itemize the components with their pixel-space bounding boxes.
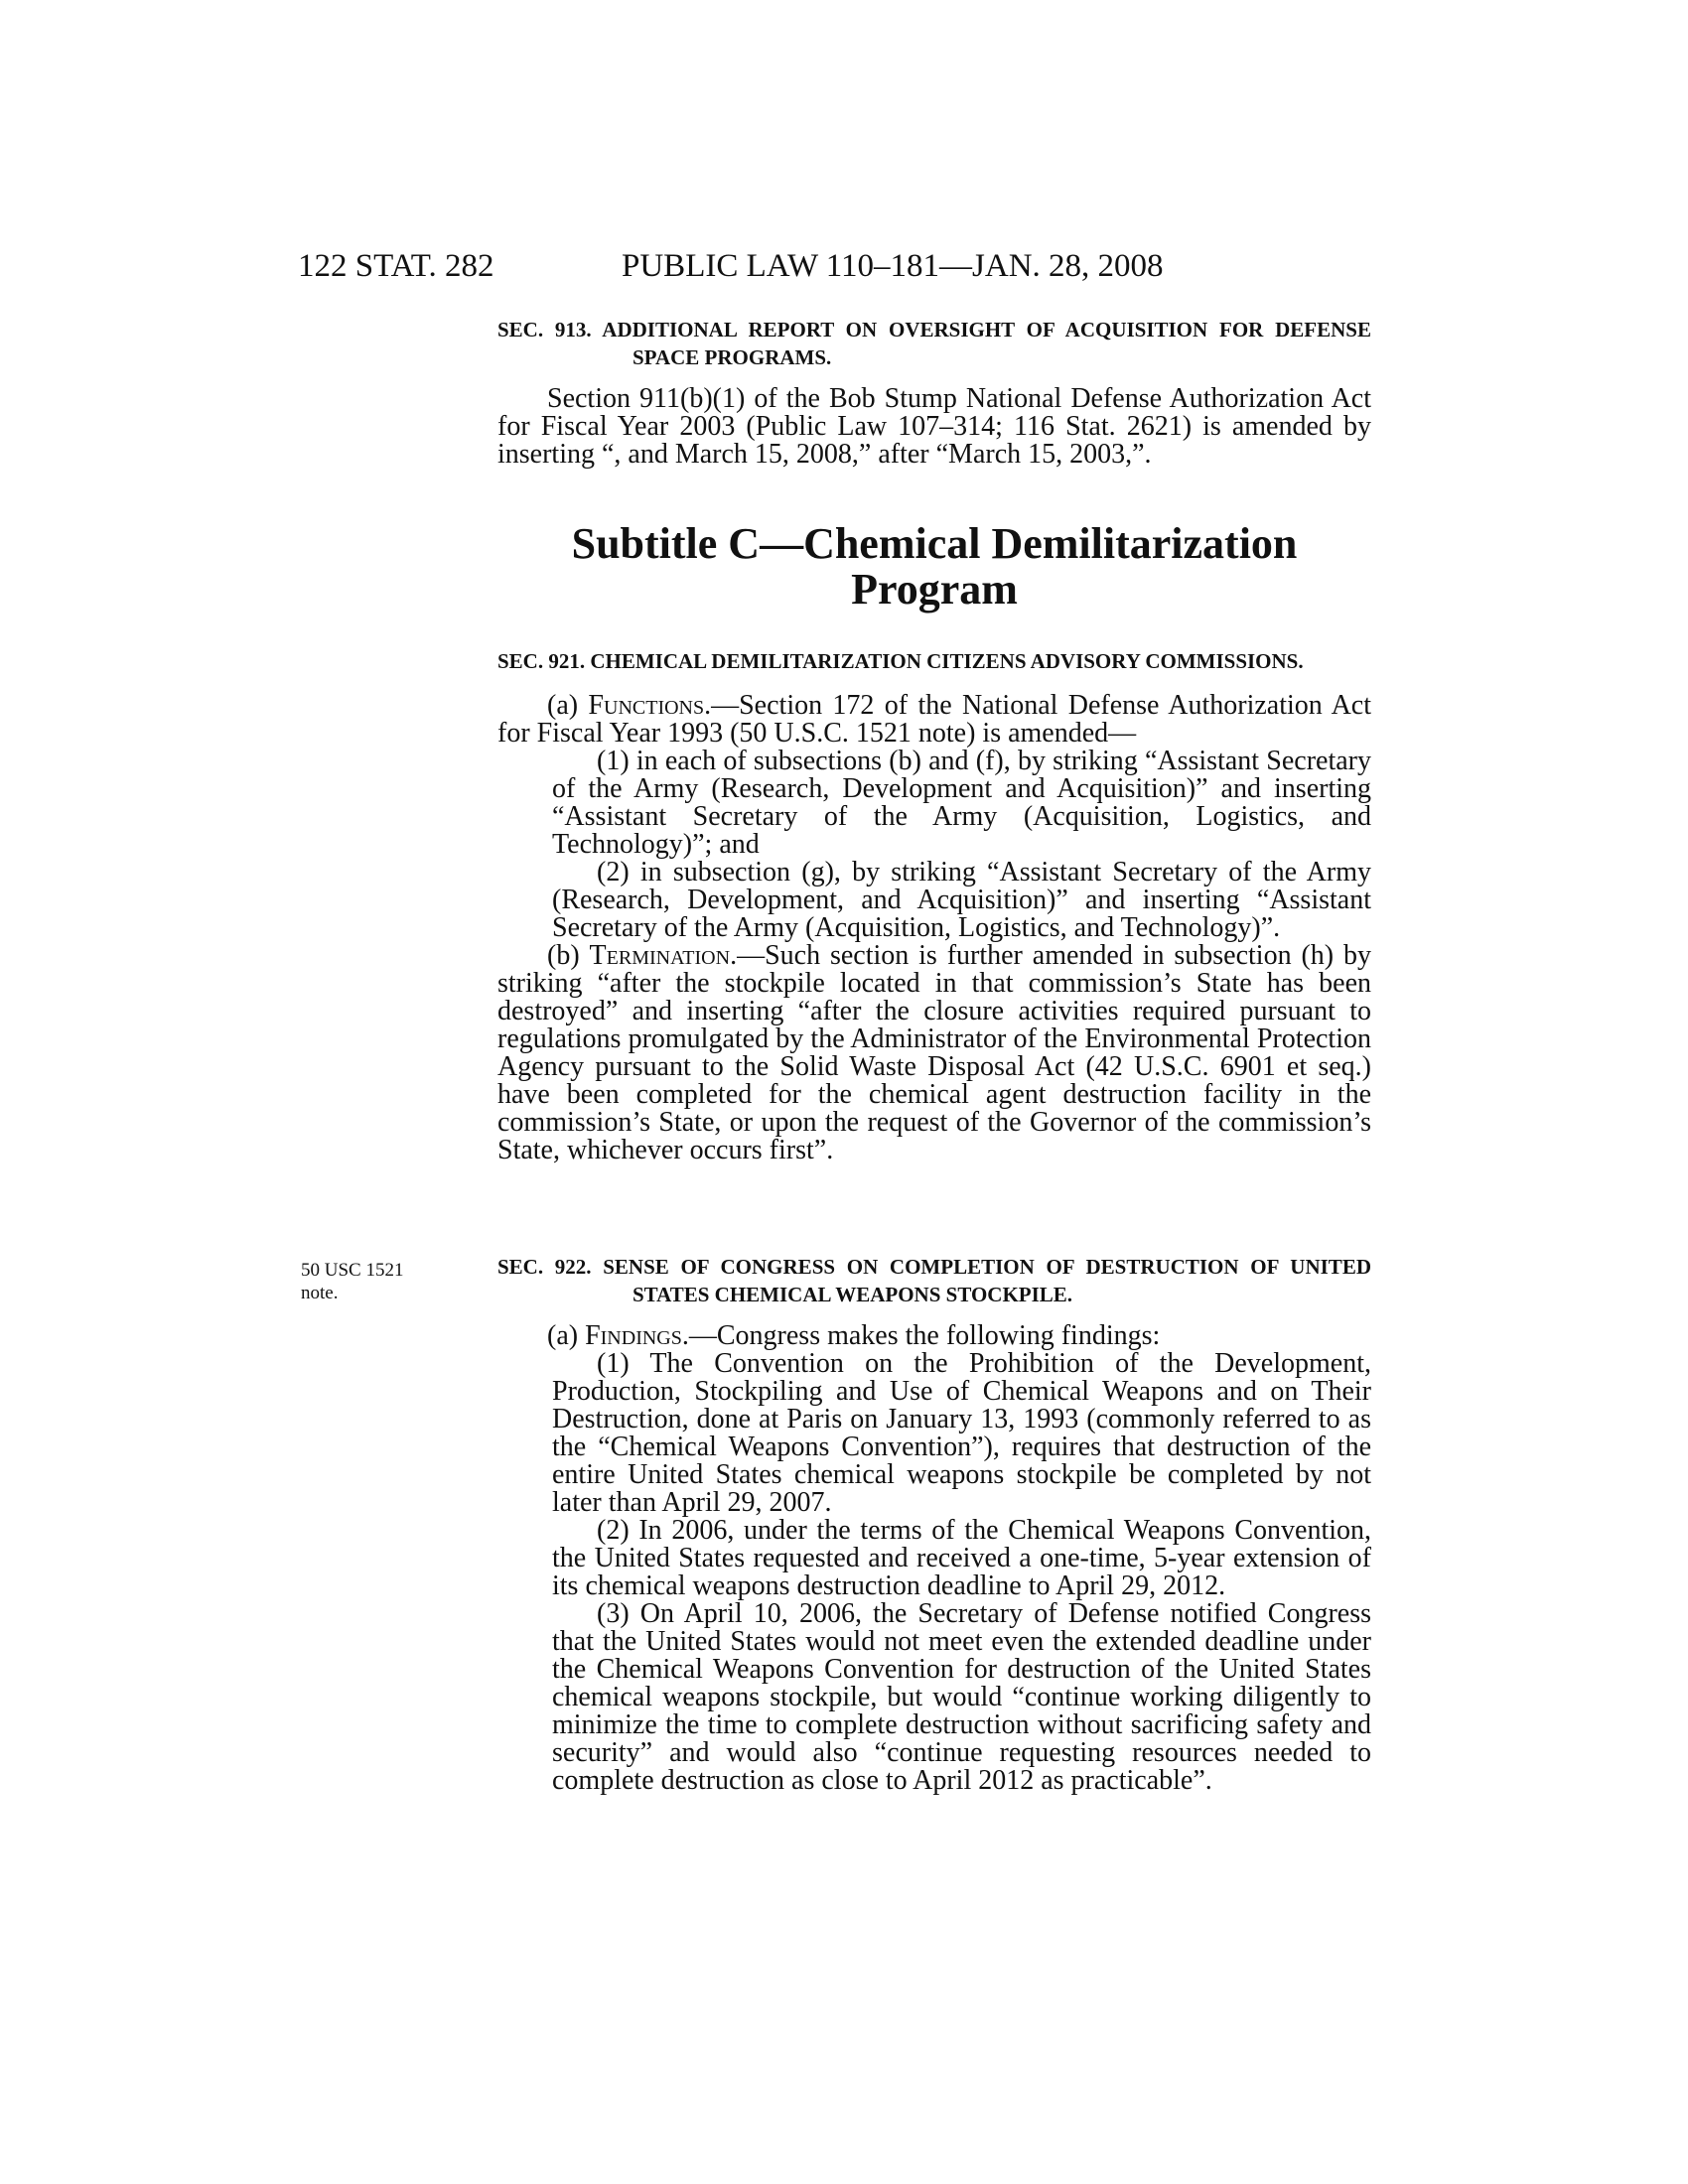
section-921-item-2: (2) in subsection (g), by striking “Assistant Secretary of the Army (Research, Development, and Acquisition)” and inserting “Assistant Secretary of the Army (Acquisition, Logistics, and Technology)”. xyxy=(552,857,1371,943)
finding-2: (2) In 2006, under the terms of the Chemical Weapons Convention, the United States requested and received a one-time, 5-year extension of its chemical weapons destruction deadline to April 29, 2012. xyxy=(552,1515,1371,1601)
margin-note-line-2: note. xyxy=(301,1283,339,1303)
section-913 xyxy=(497,316,1371,469)
section-921-subsection-b xyxy=(497,942,1371,1164)
finding-1: (1) The Convention on the Prohibition of the Development, Production, Stockpiling and Use of Chemical Weapons and on Their Destruction, done at Paris on January 13, 1993 (commonly referred to as the “Chemical Weapons Convention”), requires that destruction of the entire United States chemical weapons stockpile be completed by not later than April 29, 2007. xyxy=(552,1348,1371,1518)
section-921-heading: SEC. 921. CHEMICAL DEMILITARIZATION CITIZENS ADVISORY COMMISSIONS. xyxy=(497,649,1304,673)
subsection-a-caption: Functions xyxy=(588,690,705,721)
subsection-a-body: .—Section 172 of the National Defense Authorization Act for Fiscal Year 1993 (50 U.S.C. 1521 note) is amended— xyxy=(497,690,1371,749)
section-921-subsection-a xyxy=(497,692,1371,748)
margin-note xyxy=(301,1259,440,1304)
section-922-subsection-a xyxy=(497,1322,1371,1350)
section-922-heading: SEC. 922. SENSE OF CONGRESS ON COMPLETION OF DESTRUCTION OF UNITED STATES CHEMICAL WEAPONS STOCKPILE. xyxy=(497,1255,1371,1306)
section-921 xyxy=(497,647,1371,1164)
margin-note-line-1: 50 USC 1521 xyxy=(301,1260,404,1281)
subtitle-heading xyxy=(497,521,1371,613)
subtitle-line-1: Subtitle C—Chemical Demilitarization xyxy=(571,519,1298,568)
finding-3: (3) On April 10, 2006, the Secretary of Defense notified Congress that the United States would not meet even the extended deadline under the Chemical Weapons Convention for destruction of the United States chemical weapons stockpile, but would “continue working diligently to minimize the time to complete destruction without sacrificing safety and security” and would also “continue requesting resources needed to complete destruction as close to April 2012 as practicable”. xyxy=(552,1598,1371,1796)
subsection-b-caption: Termination xyxy=(589,940,731,971)
section-913-heading: SEC. 913. ADDITIONAL REPORT ON OVERSIGHT OF ACQUISITION FOR DEFENSE SPACE PROGRAMS. xyxy=(497,318,1371,369)
section-913-body: Section 911(b)(1) of the Bob Stump National Defense Authorization Act for Fiscal Year 2003 (Public Law 107–314; 116 Stat. 2621) is amended by inserting “, and March 15, 2008,” after “March 15, 2003,”. xyxy=(497,383,1371,470)
page-header xyxy=(298,246,1370,286)
section-921-item-1: (1) in each of subsections (b) and (f), by striking “Assistant Secretary of the Army (Research, Development and Acquisition)” and inserting “Assistant Secretary of the Army (Acquisition, Logistics, and Technology)”; and xyxy=(552,746,1371,860)
statute-page-number: 122 STAT. 282 xyxy=(298,248,494,284)
public-law-citation: PUBLIC LAW 110–181—JAN. 28, 2008 xyxy=(622,248,1164,284)
findings-label: (a) xyxy=(547,1320,586,1351)
subsection-b-label: (b) xyxy=(547,940,590,971)
findings-body: .—Congress makes the following findings: xyxy=(681,1320,1161,1351)
findings-caption: Findings xyxy=(585,1320,682,1351)
section-922 xyxy=(497,1253,1371,1795)
subsection-b-body: .—Such section is further amended in subsection (h) by striking “after the stockpile located in that commission’s State has been destroyed” and inserting “after the closure activities required pursuant to regulations promulgated by the Administrator of the Environmental Protection Agency pursuant to the Solid Waste Disposal Act (42 U.S.C. 6901 et seq.) have been completed for the chemical agent destruction facility in the commission’s State, or upon the request of the Governor of the commission’s State, whichever occurs first”. xyxy=(497,940,1371,1165)
subsection-a-label: (a) xyxy=(547,690,589,721)
subtitle-line-2: Program xyxy=(851,565,1018,614)
